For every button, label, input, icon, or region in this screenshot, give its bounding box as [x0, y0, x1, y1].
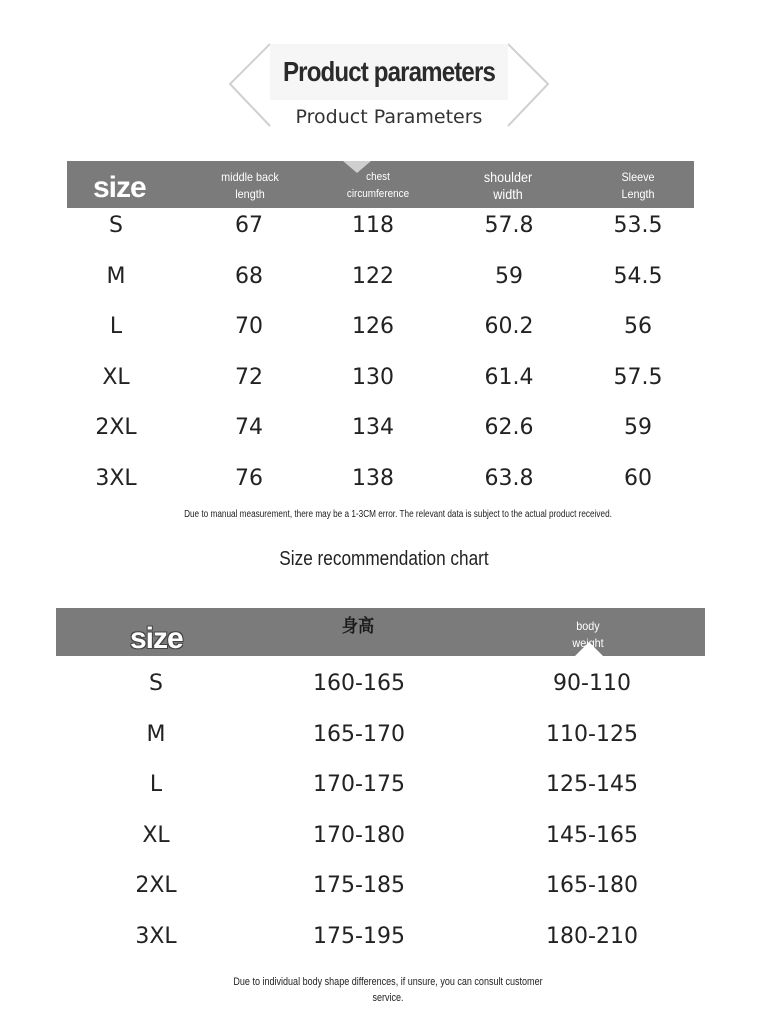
weight-cell: 110-125	[546, 722, 638, 747]
back-length-cell: 76	[235, 466, 263, 491]
size-cell: L	[109, 314, 123, 339]
weight-cell: 180-210	[546, 924, 638, 949]
size-cell: 3XL	[95, 466, 137, 491]
measurement-table-header	[67, 161, 694, 208]
back-length-cell: 72	[235, 365, 263, 390]
size-cell: M	[146, 722, 166, 747]
chest-cell: 130	[352, 365, 394, 390]
chest-cell: 122	[352, 264, 394, 289]
sleeve-cell: 57.5	[613, 365, 663, 390]
size-cell: 3XL	[135, 924, 177, 949]
banner-title: Product parameters	[282, 56, 496, 87]
back-length-cell: 70	[235, 314, 263, 339]
sleeve-cell: 56	[624, 314, 652, 339]
height-cell: 175-185	[313, 873, 405, 898]
shoulder-cell: 62.6	[484, 415, 534, 440]
recommendation-note: Due to individual body shape differences, if unsure, you can consult customer service.	[233, 976, 543, 1004]
header-height: 身高	[341, 616, 375, 636]
product-parameters-banner	[226, 40, 552, 130]
weight-cell: 125-145	[546, 772, 638, 797]
size-cell: XL	[102, 365, 130, 390]
weight-cell: 165-180	[546, 873, 638, 898]
header-middle-back-length: middle back length	[221, 170, 279, 201]
shoulder-cell: 57.8	[484, 213, 534, 238]
header-chest-circumference: chest circumference	[346, 171, 410, 200]
weight-cell: 90-110	[553, 671, 631, 696]
size-recommendation-title: Size recommendation chart	[279, 548, 489, 570]
size-cell: M	[106, 264, 126, 289]
shoulder-cell: 61.4	[484, 365, 534, 390]
shoulder-cell: 60.2	[484, 314, 534, 339]
size-cell: L	[149, 772, 163, 797]
header-shoulder-width: shoulder width	[483, 169, 533, 202]
height-cell: 175-195	[313, 924, 405, 949]
header-body-weight: body weight	[572, 619, 604, 650]
measurement-note: Due to manual measurement, there may be a 1-3CM error. The relevant data is subject to the actual product received.	[184, 509, 612, 520]
shoulder-cell: 63.8	[484, 466, 534, 491]
back-length-cell: 67	[235, 213, 263, 238]
sleeve-cell: 60	[624, 466, 652, 491]
recommendation-table-header	[56, 608, 705, 656]
height-cell: 160-165	[313, 671, 405, 696]
header-sleeve-length: Sleeve Length	[621, 170, 655, 201]
size-cell: 2XL	[95, 415, 137, 440]
size-cell: S	[109, 213, 123, 238]
weight-cell: 145-165	[546, 823, 638, 848]
back-length-cell: 74	[235, 415, 263, 440]
sleeve-cell: 54.5	[613, 264, 663, 289]
chest-cell: 138	[352, 466, 394, 491]
chest-cell: 126	[352, 314, 394, 339]
size-column-label-2: size	[130, 622, 183, 655]
banner-subtitle: Product Parameters	[295, 106, 483, 128]
shoulder-cell: 59	[495, 264, 523, 289]
height-cell: 170-175	[313, 772, 405, 797]
height-cell: 170-180	[313, 823, 405, 848]
size-cell: S	[149, 671, 163, 696]
size-cell: 2XL	[135, 873, 177, 898]
height-cell: 165-170	[313, 722, 405, 747]
back-length-cell: 68	[235, 264, 263, 289]
chest-cell: 134	[352, 415, 394, 440]
sleeve-cell: 59	[624, 415, 652, 440]
size-cell: XL	[142, 823, 170, 848]
chest-cell: 118	[352, 213, 394, 238]
sleeve-cell: 53.5	[613, 213, 663, 238]
size-column-label: size	[93, 171, 146, 204]
